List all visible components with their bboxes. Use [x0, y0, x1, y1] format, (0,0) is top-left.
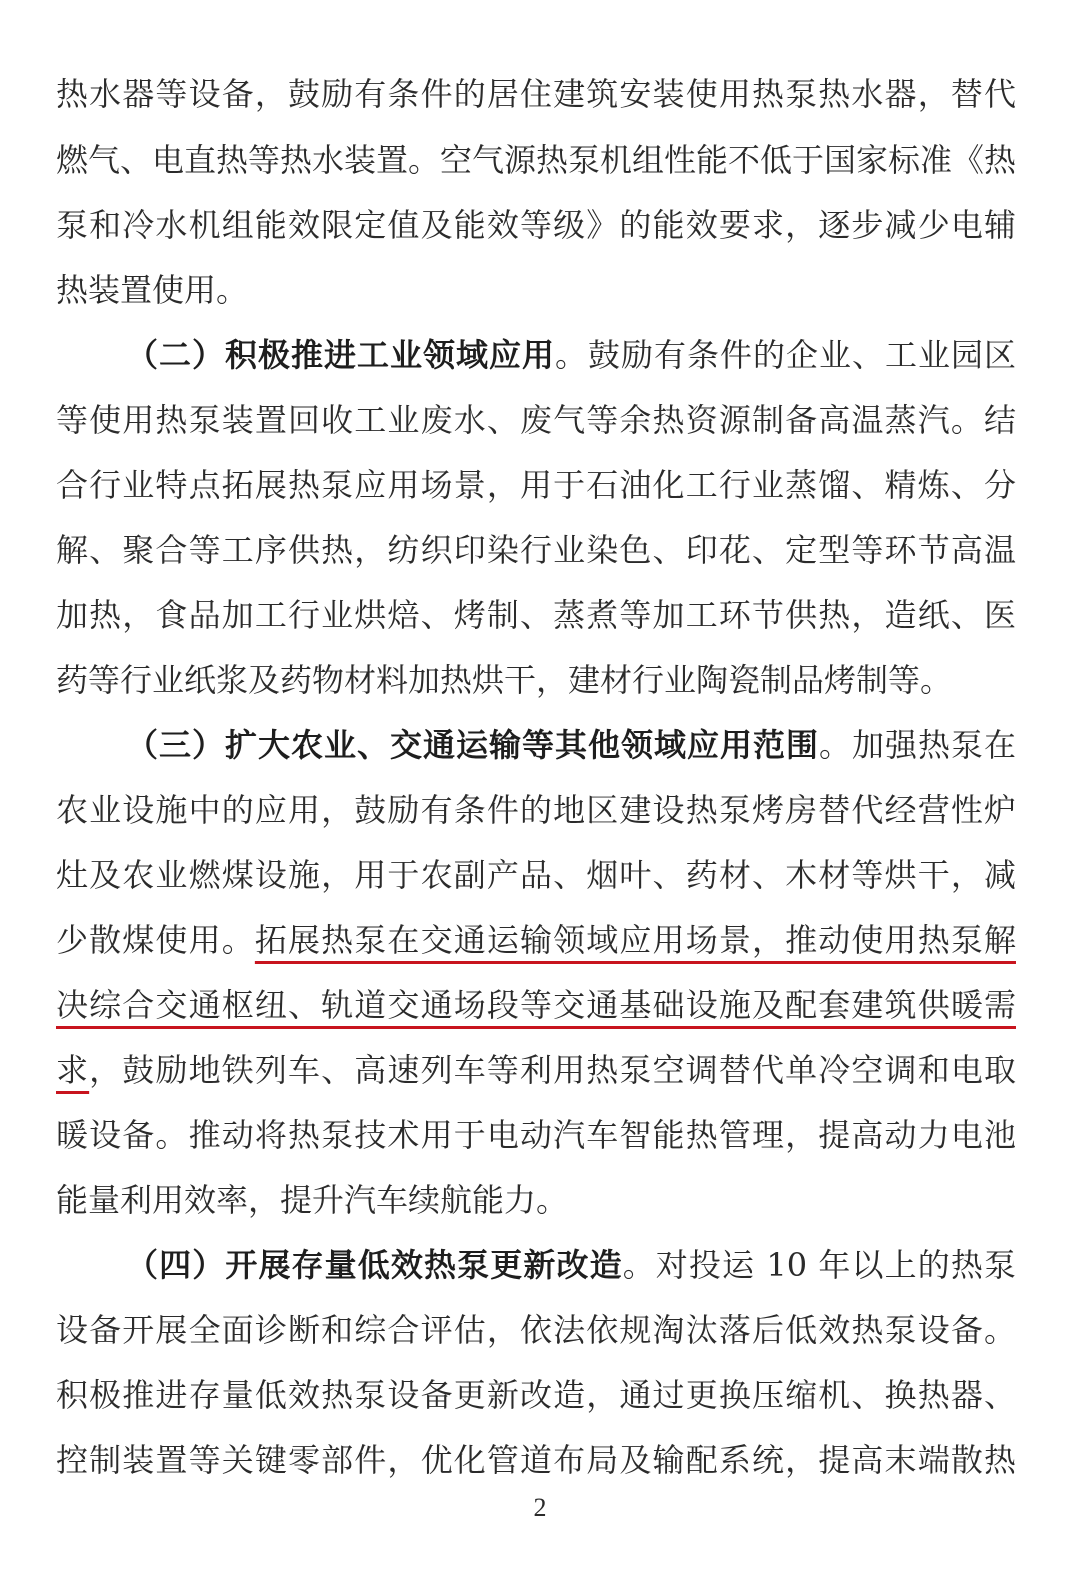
body-line [56, 910, 1016, 970]
line-text: ，鼓励地铁列车、高速列车等利用热泵空调替代单冷空调和电取 [89, 1051, 1016, 1089]
line-text: 少散煤使用。 [56, 921, 255, 959]
line-text: 等使用热泵装置回收工业废水、废气等余热资源制备高温蒸汽。结 [56, 401, 1016, 439]
line-text: 泵和冷水机组能效限定值及能效等级》的能效要求，逐步减少电辅 [56, 206, 1016, 244]
body-line [56, 195, 1016, 255]
body-line [56, 845, 1016, 905]
line-text: 热水器等设备，鼓励有条件的居住建筑安装使用热泵热水器，替代 [56, 75, 1016, 113]
body-line [56, 975, 1016, 1035]
line-text: 。加强热泵在 [818, 726, 1016, 764]
body-line [56, 1105, 1016, 1165]
body-line [56, 455, 1016, 515]
body-line [56, 1430, 1016, 1490]
body-line [56, 1170, 1016, 1230]
section-heading-line [126, 1235, 1016, 1295]
line-text: 。鼓励有条件的企业、工业园区 [555, 336, 1016, 374]
section-heading-line [126, 715, 1016, 775]
section-heading: （四）开展存量低效热泵更新改造 [126, 1246, 623, 1284]
section-heading-line [126, 325, 1016, 385]
line-text: 合行业特点拓展热泵应用场景，用于石油化工行业蒸馏、精炼、分 [56, 466, 1016, 504]
body-line [56, 585, 1016, 645]
line-text: 解、聚合等工序供热，纺织印染行业染色、印花、定型等环节高温 [56, 531, 1016, 569]
section-heading: （二）积极推进工业领域应用 [126, 336, 555, 374]
red-underlined-text: 决综合交通枢纽、轨道交通场段等交通基础设施及配套建筑供暖需 [56, 986, 1016, 1024]
red-underlined-text: 求 [56, 1051, 90, 1089]
page-number: 2 [533, 1493, 547, 1522]
body-line [56, 1040, 1016, 1100]
line-text: 热装置使用。 [56, 271, 249, 309]
body-line [56, 1365, 1016, 1425]
line-text: 灶及农业燃煤设施，用于农副产品、烟叶、药材、木材等烘干，减 [56, 856, 1016, 894]
line-text: 药等行业纸浆及药物材料加热烘干，建材行业陶瓷制品烤制等。 [56, 661, 953, 699]
body-line [56, 1300, 1016, 1360]
line-text: 。对投运 10 年以上的热泵 [622, 1246, 1016, 1284]
body-line [56, 390, 1016, 450]
body-line [56, 64, 1016, 124]
line-text: 控制装置等关键零部件，优化管道布局及输配系统，提高末端散热 [56, 1441, 1016, 1479]
body-line [56, 520, 1016, 580]
red-underlined-text: 拓展热泵在交通运输领域应用场景，推动使用热泵解 [254, 921, 1016, 959]
line-text: 设备开展全面诊断和综合评估，依法依规淘汰落后低效热泵设备。 [56, 1311, 1016, 1349]
body-line [56, 130, 1016, 190]
line-text: 能量利用效率，提升汽车续航能力。 [56, 1181, 569, 1219]
line-text: 农业设施中的应用，鼓励有条件的地区建设热泵烤房替代经营性炉 [56, 791, 1016, 829]
line-text: 积极推进存量低效热泵设备更新改造，通过更换压缩机、换热器、 [56, 1376, 1016, 1414]
section-heading: （三）扩大农业、交通运输等其他领域应用范围 [126, 726, 819, 764]
line-text: 加热，食品加工行业烘焙、烤制、蒸煮等加工环节供热，造纸、医 [56, 596, 1016, 634]
body-line [56, 780, 1016, 840]
body-line [56, 260, 1016, 320]
line-text: 燃气、电直热等热水装置。空气源热泵机组性能不低于国家标准《热 [56, 141, 1017, 179]
line-text: 暖设备。推动将热泵技术用于电动汽车智能热管理，提高动力电池 [56, 1116, 1016, 1154]
body-line [56, 650, 1016, 710]
